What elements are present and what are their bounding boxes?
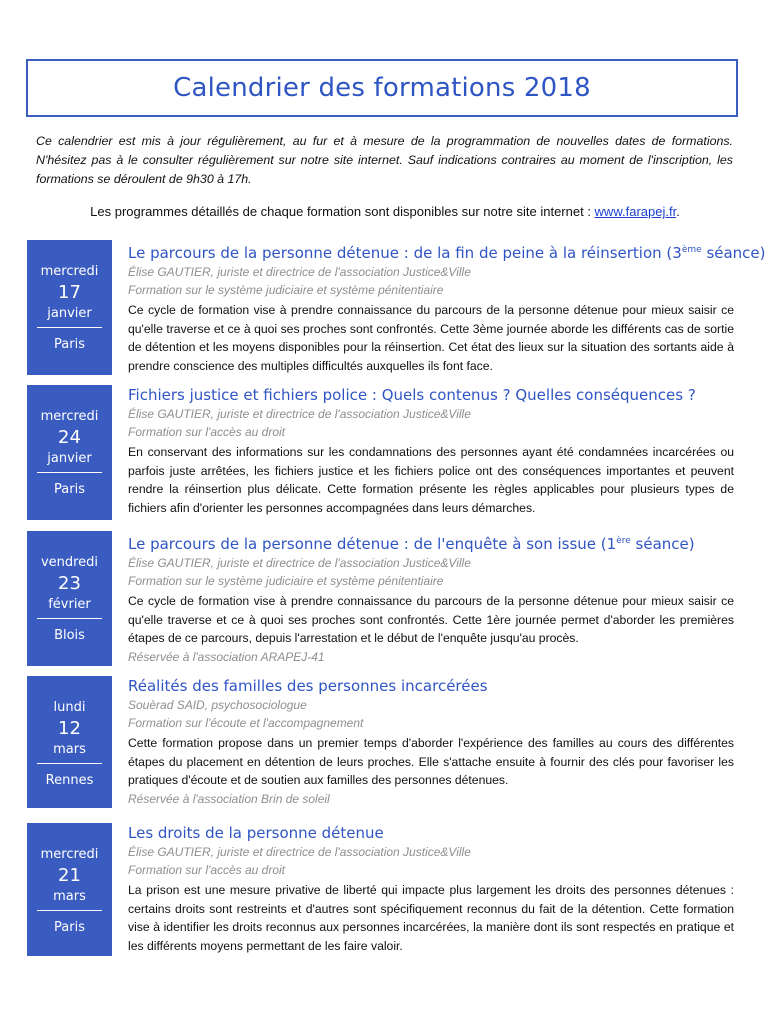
entry-speaker: Souèrad SAID, psychosociologue [128, 698, 307, 712]
entry-content [128, 823, 734, 955]
date-separator [37, 763, 102, 764]
entry-content [128, 240, 766, 375]
date-block [27, 676, 112, 808]
entry-speaker: Élise GAUTIER, juriste et directrice de l'association Justice&Ville [128, 845, 471, 859]
date-day: 17 [58, 282, 81, 303]
entry-speaker: Élise GAUTIER, juriste et directrice de l'association Justice&Ville [128, 265, 471, 279]
date-weekday: lundi [53, 700, 86, 715]
entry-title-main: Fichiers justice et fichiers police : Quels contenus ? Quelles conséquences ? [128, 386, 696, 404]
entry-title [128, 823, 734, 843]
date-city: Rennes [45, 773, 94, 788]
date-day: 24 [58, 427, 81, 448]
date-day: 23 [58, 573, 81, 594]
entry-note: Réservée à l'association Brin de soleil [128, 791, 330, 806]
date-month: janvier [47, 451, 92, 466]
date-weekday: mercredi [40, 847, 99, 862]
programs-text: Les programmes détaillés de chaque formation sont disponibles sur notre site internet : [90, 204, 595, 219]
date-month: mars [53, 742, 86, 757]
entry-category: Formation sur le système judiciaire et système pénitentiaire [128, 283, 444, 297]
entry-title-end: séance) [630, 535, 695, 553]
programs-line [0, 204, 770, 219]
title-box [26, 59, 738, 117]
intro-text: Ce calendrier est mis à jour régulièrement, au fur et à mesure de la programmation de nouvelles dates de formations. N'hésitez pas à le consulter régulièrement sur notre site internet. Sauf indications contraires au moment de l'inscription, les formations se déroulent de 9h30 à 17h. [36, 134, 733, 186]
date-block [27, 531, 112, 666]
date-block [27, 823, 112, 956]
date-weekday: vendredi [40, 555, 99, 570]
programs-after: . [676, 204, 680, 219]
entry-title-main: Le parcours de la personne détenue : de l'enquête à son issue (1 [128, 535, 617, 553]
entry-title-sup: ème [681, 245, 702, 255]
date-city: Paris [54, 482, 85, 497]
entry-description: En conservant des informations sur les condamnations des personnes ayant été condamnées incarcérées ou parfois juste arrêtées, les fichiers justice et les fichiers police ont des conséquences importantes et peuvent rendre la réinsertion plus délicate. Cette formation présente les règles applicables pour plusieurs types de fichiers afin d'orienter les personnes accompagnées dans leurs démarches. [128, 445, 734, 515]
entry-category: Formation sur l'accès au droit [128, 425, 286, 439]
date-block [27, 385, 112, 520]
entry-title [128, 531, 734, 554]
entry-speaker: Élise GAUTIER, juriste et directrice de l'association Justice&Ville [128, 407, 471, 421]
entry-title-main: Réalités des familles des personnes incarcérées [128, 677, 488, 695]
entry-title [128, 676, 734, 696]
entry-category: Formation sur l'écoute et l'accompagnement [128, 716, 364, 730]
date-month: mars [53, 889, 86, 904]
entry-description: Ce cycle de formation vise à prendre connaissance du parcours de la personne détenue pour mieux saisir ce qu'elle traverse et ce à quoi ses proches sont confrontés. Cette 1ère journée permet d'aborder les premières étapes de ce parcours, depuis l'arrestation et le début de l'enquête jusqu'au procès. [128, 594, 734, 645]
entry-title-main: Le parcours de la personne détenue : de la fin de peine à la réinsertion (3 [128, 244, 682, 262]
entry-content [128, 385, 734, 517]
date-day: 21 [58, 865, 81, 886]
date-separator [37, 327, 102, 328]
date-separator [37, 910, 102, 911]
date-month: janvier [47, 306, 92, 321]
date-weekday: mercredi [40, 409, 99, 424]
date-separator [37, 472, 102, 473]
date-separator [37, 618, 102, 619]
entry-title-main: Les droits de la personne détenue [128, 824, 384, 842]
entry-category: Formation sur l'accès au droit [128, 863, 286, 877]
date-city: Paris [54, 337, 85, 352]
date-city: Blois [54, 628, 85, 643]
date-weekday: mercredi [40, 264, 99, 279]
page-title: Calendrier des formations 2018 [173, 73, 591, 103]
entry-speaker: Élise GAUTIER, juriste et directrice de l'association Justice&Ville [128, 556, 471, 570]
entry-title [128, 240, 766, 263]
entry-description: Cette formation propose dans un premier temps d'aborder l'expérience des familles au cours des différentes étapes du placement en détention de leurs proches. Elle s'attache ensuite à fournir des clés pour favoriser les pratiques d'écoute et de soutien aux familles des personnes détenues. [128, 736, 734, 787]
entry-content [128, 531, 734, 666]
entry-description: La prison est une mesure privative de liberté qui impacte plus largement les droits des personnes détenues : certains droits sont restreints et d'autres sont spécifiquement reconnus du fait de la détention. Cette formation vise à identifier les droits reconnus aux personnes incarcérées, la manière dont ils sont respectés en pratique et les différents moyens permettant de les faire valoir. [128, 883, 734, 953]
entry-description: Ce cycle de formation vise à prendre connaissance du parcours de la personne détenue pour mieux saisir ce qu'elle traverse et ce à quoi ses proches sont confrontés. Cette 3ème journée aborde les différents cas de sortie de détention et les moyens disponibles pour la réinsertion. Cet état des lieux sur la situation des sortants aide à prendre conscience des multiples difficultés auxquelles ils font face. [128, 303, 734, 373]
entry-title-sup: ère [616, 536, 631, 546]
date-city: Paris [54, 920, 85, 935]
date-month: février [48, 597, 91, 612]
date-day: 12 [58, 718, 81, 739]
entry-category: Formation sur le système judiciaire et système pénitentiaire [128, 574, 444, 588]
entry-title [128, 385, 734, 405]
website-link[interactable]: www.farapej.fr [594, 204, 677, 219]
entry-title-end: séance) [701, 244, 766, 262]
entry-note: Réservée à l'association ARAPEJ-41 [128, 649, 325, 664]
date-block [27, 240, 112, 375]
entry-content [128, 676, 734, 808]
